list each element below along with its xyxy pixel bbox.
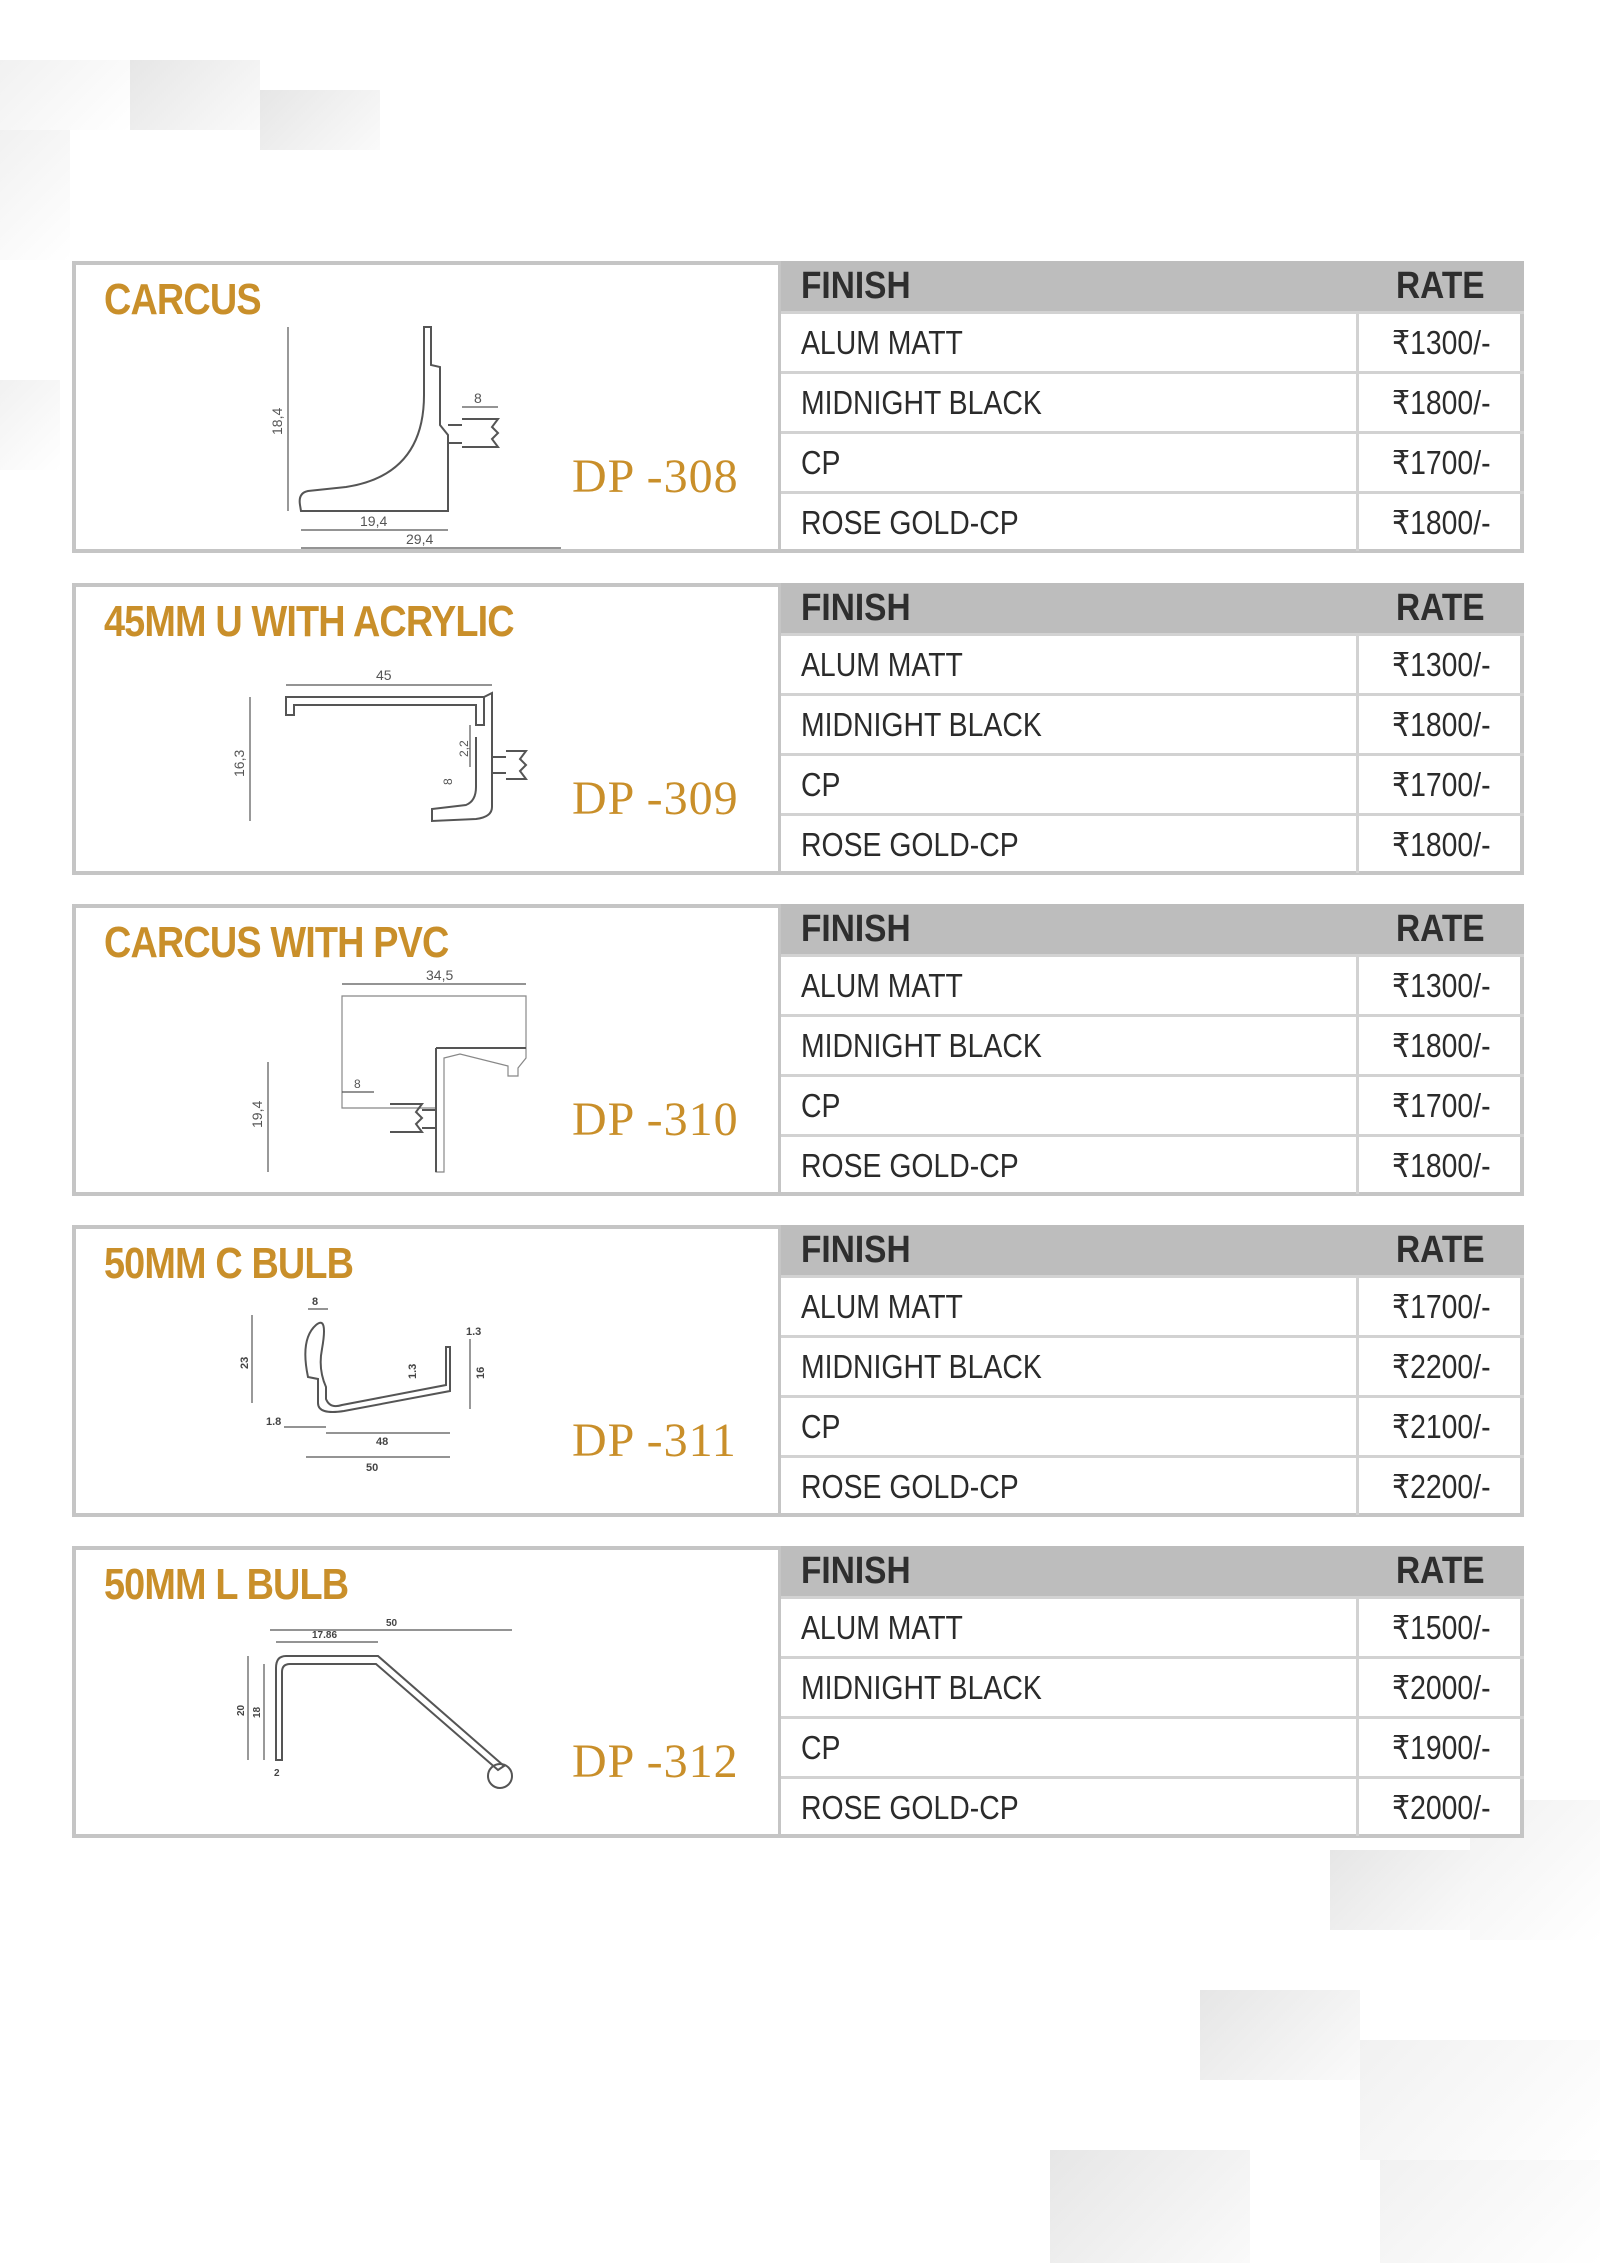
rate-value: ₹1800/- [1392, 826, 1491, 863]
carcus-profile-diagram [226, 315, 626, 551]
rate-value: ₹1800/- [1392, 706, 1491, 743]
rate-row [781, 1335, 1524, 1395]
finish-name: CP [801, 1728, 841, 1766]
rate-row [781, 1395, 1524, 1455]
rate-header: RATE [1395, 907, 1485, 950]
product-title: CARCUS [104, 275, 261, 324]
rate-row [781, 753, 1524, 813]
profile-drawing-45mm-u [226, 637, 626, 873]
rate-value: ₹2100/- [1392, 1408, 1491, 1445]
dimension-label: 29,4 [406, 531, 434, 547]
dimension-label: 2,2 [457, 740, 471, 757]
profile-drawing-50mm-c-bulb [226, 1279, 626, 1515]
rate-row [781, 813, 1524, 873]
dimension-label: 19,4 [360, 513, 388, 529]
finish-header: FINISH [801, 264, 911, 307]
product-code: DP -310 [572, 1093, 739, 1146]
rate-row [781, 371, 1524, 431]
rate-table [778, 904, 1524, 1196]
background-tile [1360, 2040, 1600, 2160]
rate-table-header [781, 261, 1524, 311]
rate-value: ₹1900/- [1392, 1729, 1491, 1766]
rate-table [778, 1225, 1524, 1517]
dimension-label: 18,4 [269, 407, 285, 435]
rate-value: ₹1700/- [1392, 1288, 1491, 1325]
finish-name: ALUM MATT [801, 1608, 963, 1646]
rate-value: ₹2000/- [1392, 1669, 1491, 1706]
rate-value: ₹1300/- [1392, 324, 1491, 361]
dimension-label: 16,3 [231, 749, 247, 777]
rate-row [781, 1074, 1524, 1134]
dimension-label: 1.8 [266, 1416, 282, 1428]
finish-name: ROSE GOLD-CP [801, 1146, 1019, 1184]
rate-header: RATE [1395, 586, 1485, 629]
dimension-label: 20 [236, 1704, 247, 1716]
rate-value: ₹1700/- [1392, 444, 1491, 481]
product-title: 45MM U WITH ACRYLIC [104, 597, 514, 646]
rate-value: ₹1700/- [1392, 1087, 1491, 1124]
dimension-label: 8 [354, 1077, 361, 1091]
profile-drawing-carcus [226, 315, 626, 551]
product-card-dp-308 [72, 261, 1524, 553]
finish-name: CP [801, 1407, 841, 1445]
rate-table [778, 583, 1524, 875]
dimension-label: 23 [239, 1356, 251, 1369]
product-card-dp-309 [72, 583, 1524, 875]
product-card-dp-311 [72, 1225, 1524, 1517]
product-code: DP -312 [572, 1735, 739, 1788]
product-card-dp-310 [72, 904, 1524, 1196]
rate-table-header [781, 904, 1524, 954]
background-tile [1050, 2150, 1250, 2263]
dimension-label: 1.3 [466, 1326, 482, 1338]
c-bulb-profile-diagram [226, 1279, 626, 1515]
finish-name: ROSE GOLD-CP [801, 1467, 1019, 1505]
rate-row [781, 633, 1524, 693]
finish-name: ALUM MATT [801, 323, 963, 361]
rate-row [781, 311, 1524, 371]
background-tile [1330, 1850, 1470, 1930]
background-tile [0, 60, 130, 130]
dimension-label: 45 [376, 667, 392, 683]
product-code: DP -309 [572, 772, 739, 825]
finish-header: FINISH [801, 586, 911, 629]
rate-row [781, 431, 1524, 491]
rate-header: RATE [1395, 264, 1485, 307]
dimension-label: 1.3 [407, 1363, 419, 1379]
rate-row [781, 954, 1524, 1014]
rate-table-header [781, 1546, 1524, 1596]
rate-value: ₹2200/- [1392, 1468, 1491, 1505]
dimension-label: 8 [474, 390, 482, 406]
finish-name: ROSE GOLD-CP [801, 1788, 1019, 1826]
finish-name: CP [801, 1086, 841, 1124]
rate-row [781, 1656, 1524, 1716]
rate-table [778, 261, 1524, 553]
finish-name: MIDNIGHT BLACK [801, 1668, 1042, 1706]
finish-name: CP [801, 443, 841, 481]
finish-name: MIDNIGHT BLACK [801, 1347, 1042, 1385]
background-tile [130, 60, 260, 130]
finish-name: ALUM MATT [801, 966, 963, 1004]
rate-value: ₹1800/- [1392, 384, 1491, 421]
rate-value: ₹2000/- [1392, 1789, 1491, 1826]
background-tile [0, 130, 70, 260]
background-tile [1380, 2160, 1600, 2263]
rate-row [781, 693, 1524, 753]
dimension-label: 50 [366, 1462, 379, 1474]
rate-row [781, 1455, 1524, 1515]
rate-row [781, 1014, 1524, 1074]
rate-value: ₹1800/- [1392, 1027, 1491, 1064]
finish-name: MIDNIGHT BLACK [801, 705, 1042, 743]
product-code: DP -308 [572, 450, 739, 503]
product-card-dp-312 [72, 1546, 1524, 1838]
rate-value: ₹1800/- [1392, 1147, 1491, 1184]
rate-value: ₹1300/- [1392, 967, 1491, 1004]
rate-value: ₹2200/- [1392, 1348, 1491, 1385]
dimension-label: 16 [475, 1366, 487, 1379]
u-acrylic-profile-diagram [226, 637, 626, 873]
dimension-label: 8 [312, 1296, 319, 1308]
rate-value: ₹1700/- [1392, 766, 1491, 803]
finish-name: CP [801, 765, 841, 803]
rate-row [781, 491, 1524, 551]
finish-name: MIDNIGHT BLACK [801, 383, 1042, 421]
dimension-label: 2 [274, 1768, 280, 1779]
rate-row [781, 1716, 1524, 1776]
product-code: DP -311 [572, 1414, 737, 1467]
dimension-label: 17.86 [312, 1630, 338, 1641]
background-tile [0, 380, 60, 470]
rate-row [781, 1134, 1524, 1194]
finish-header: FINISH [801, 1228, 911, 1271]
rate-value: ₹1300/- [1392, 646, 1491, 683]
finish-header: FINISH [801, 1549, 911, 1592]
dimension-label: 8 [441, 778, 455, 785]
finish-header: FINISH [801, 907, 911, 950]
rate-header: RATE [1395, 1549, 1485, 1592]
rate-value: ₹1500/- [1392, 1609, 1491, 1646]
dimension-label: 50 [386, 1618, 398, 1629]
background-tile [1200, 1990, 1360, 2080]
dimension-label: 34,5 [426, 967, 454, 983]
product-title: 50MM C BULB [104, 1239, 354, 1288]
dimension-label: 19,4 [249, 1100, 265, 1128]
background-tile [260, 90, 380, 150]
rate-row [781, 1596, 1524, 1656]
finish-name: ALUM MATT [801, 1287, 963, 1325]
l-bulb-profile-diagram [226, 1600, 626, 1836]
rate-row [781, 1776, 1524, 1836]
finish-name: ROSE GOLD-CP [801, 503, 1019, 541]
rate-table-header [781, 583, 1524, 633]
dimension-label: 48 [376, 1436, 389, 1448]
profile-drawing-50mm-l-bulb [226, 1600, 626, 1836]
finish-name: ROSE GOLD-CP [801, 825, 1019, 863]
product-title: 50MM L BULB [104, 1560, 349, 1609]
finish-name: ALUM MATT [801, 645, 963, 683]
finish-name: MIDNIGHT BLACK [801, 1026, 1042, 1064]
profile-drawing-carcus-pvc [226, 958, 626, 1194]
rate-row [781, 1275, 1524, 1335]
product-title: CARCUS WITH PVC [104, 918, 449, 967]
dimension-label: 18 [252, 1706, 263, 1718]
rate-value: ₹1800/- [1392, 504, 1491, 541]
rate-table [778, 1546, 1524, 1838]
rate-header: RATE [1395, 1228, 1485, 1271]
carcus-pvc-profile-diagram [226, 958, 626, 1194]
rate-table-header [781, 1225, 1524, 1275]
